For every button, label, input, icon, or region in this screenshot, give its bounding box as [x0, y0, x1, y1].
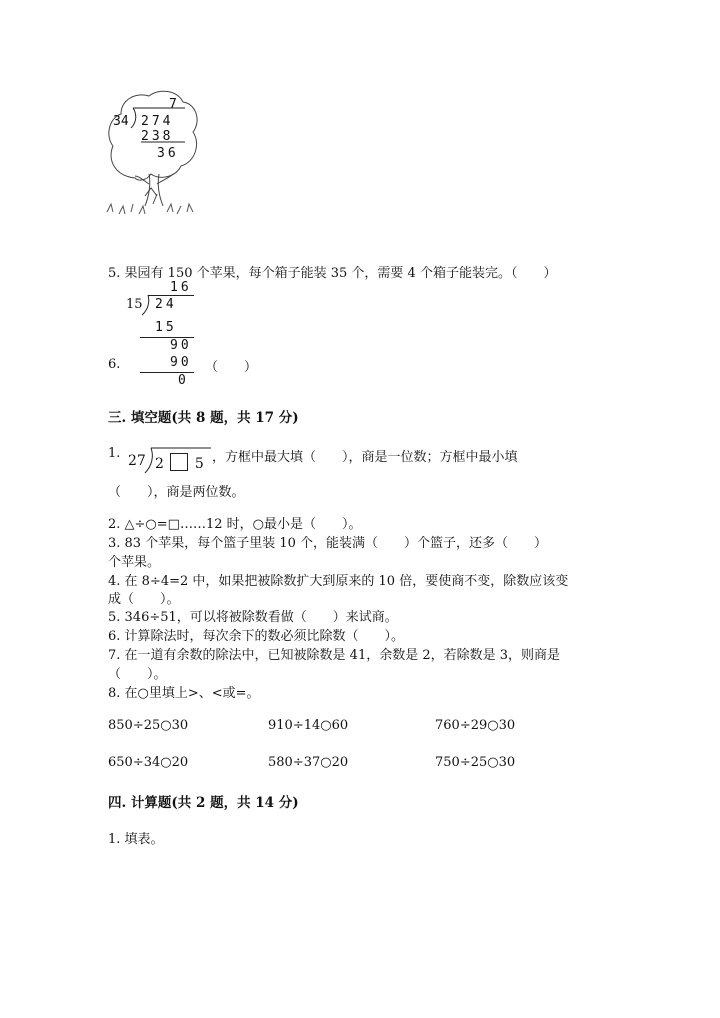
s3-q1-divisor: 27	[128, 453, 146, 469]
q6-quotient-line	[148, 295, 194, 296]
q6-line1: 15	[155, 320, 177, 335]
tree-division-illustration	[105, 88, 200, 218]
q6-line2: 90	[170, 338, 192, 353]
tree-dividend: 274	[141, 114, 174, 129]
tree-remainder: 36	[157, 146, 179, 161]
compare-item: 760÷29○30	[435, 718, 516, 733]
tree-drawing	[105, 88, 200, 218]
tree-product: 238	[141, 129, 174, 144]
s3-q1-digit-2: 5	[194, 456, 204, 472]
s3-question-4-line-2: 成（ ）。	[108, 592, 180, 607]
tree-divisor: 34	[113, 114, 129, 129]
tree-quotient: 7	[169, 97, 180, 112]
s3-question-2: 2. △÷○=□……12 时，○最小是（ ）。	[108, 517, 362, 532]
s3-question-3-line-1: 3. 83 个苹果，每个篮子里装 10 个，能装满（ ）个篮子，还多（ ）	[108, 536, 548, 551]
question-5-judge: 5. 果园有 150 个苹果，每个箱子能装 35 个，需要 4 个箱子能装完。（ ）	[108, 266, 557, 281]
s3-q1-digit-1: 2	[155, 456, 164, 472]
q6-dividend: 24	[155, 297, 177, 312]
s3-q1-text-b: （ ），商是两位数。	[108, 485, 245, 500]
q6-divisor: 15	[126, 297, 143, 312]
compare-item: 580÷37○20	[268, 755, 349, 770]
compare-item: 650÷34○20	[108, 755, 189, 770]
s3-q1-number: 1.	[108, 446, 121, 461]
compare-item: 750÷25○30	[435, 755, 516, 770]
s4-question-1: 1. 填表。	[108, 832, 164, 847]
q6-number: 6.	[108, 357, 121, 372]
s3-question-6: 6. 计算除法时，每次余下的数必须比除数（ ）。	[108, 629, 405, 644]
s3-question-7-line-1: 7. 在一道有余数的除法中，已知被除数是 41，余数是 2，若除数是 3，则商是	[108, 648, 561, 663]
q6-bracket	[140, 294, 150, 316]
section-3-title: 三. 填空题(共 8 题，共 17 分)	[108, 410, 299, 426]
s3-question-3-line-2: 个苹果。	[108, 555, 161, 570]
compare-item: 850÷25○30	[108, 718, 189, 733]
s3-q1-text-a: ，方框中最大填（ ），商是一位数；方框中最小填	[212, 450, 518, 465]
q6-line3: 90	[170, 355, 192, 370]
q6-paren: （ ）	[205, 360, 258, 375]
compare-item: 910÷14○60	[268, 718, 349, 733]
s3-question-5: 5. 346÷51，可以将被除数看做（ ）来试商。	[108, 610, 398, 625]
s3-q1-blank-square	[170, 453, 188, 471]
section-4-title: 四. 计算题(共 2 题，共 14 分)	[108, 795, 299, 811]
q6-line4: 0	[178, 373, 189, 388]
s3-question-4-line-1: 4. 在 8÷4=2 中，如果把被除数扩大到原来的 10 倍，要使商不变，除数应该变	[108, 574, 569, 589]
s3-question-7-line-2: （ ）。	[108, 667, 167, 682]
q6-quotient: 16	[170, 280, 192, 295]
s3-question-8: 8. 在○里填上>、<或=。	[108, 686, 260, 701]
